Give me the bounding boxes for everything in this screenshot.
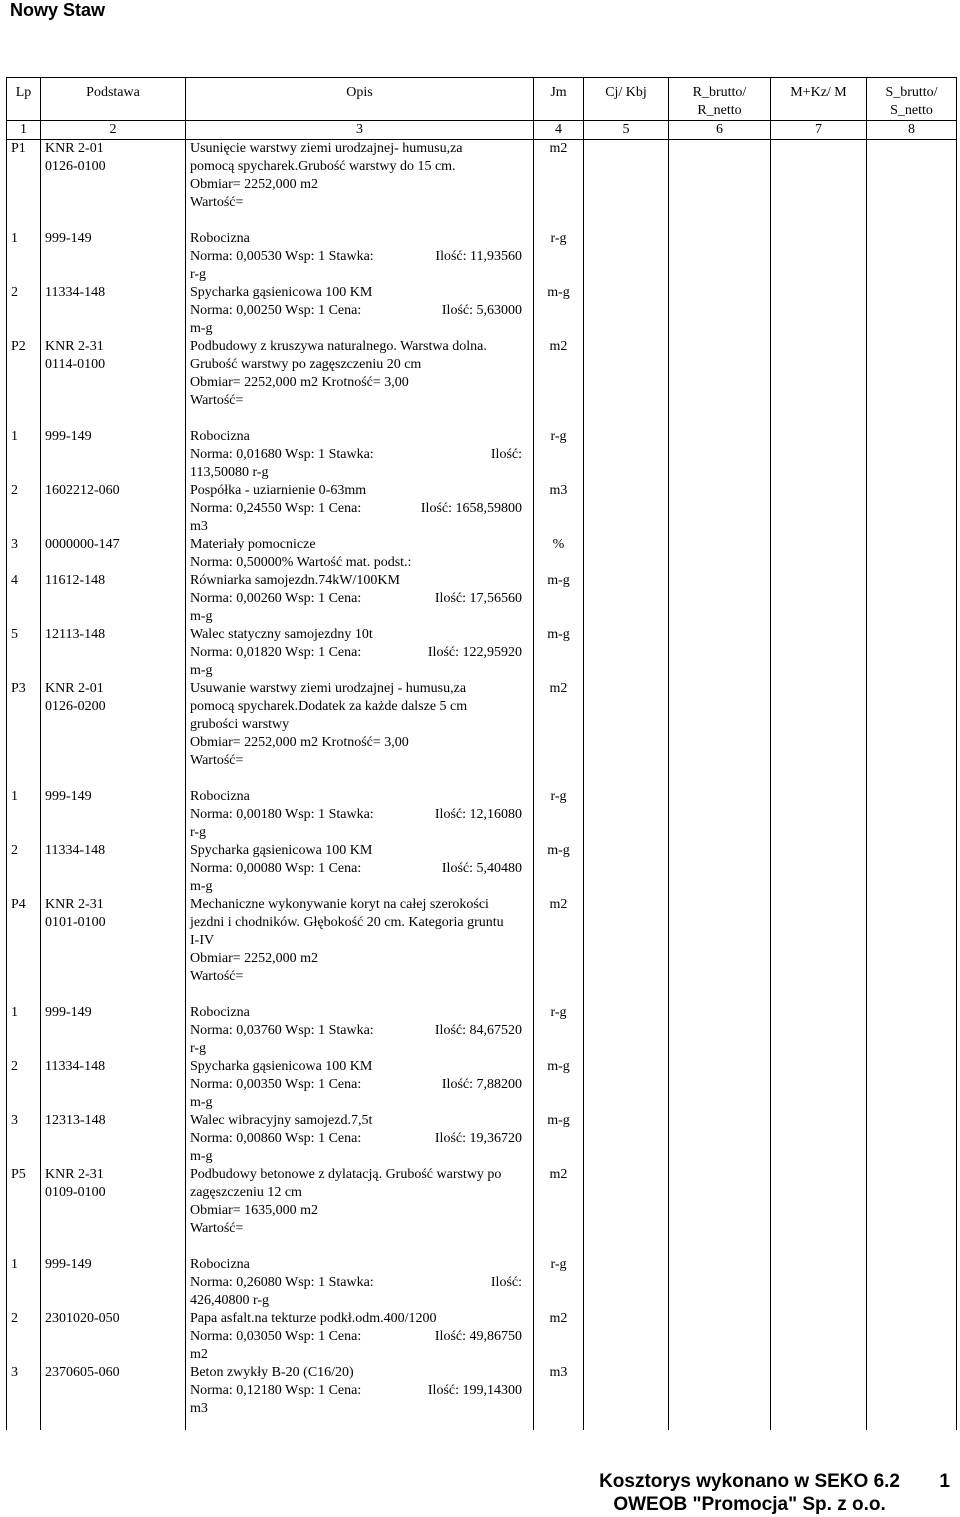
resource-row <box>7 626 957 680</box>
norma-line: Norma: 0,12180 Wsp: 1 Cena: Ilość: 199,14300 <box>190 1383 522 1398</box>
cell-opis: Walec wibracyjny samojezd.7,5t Norma: 0,00860 Wsp: 1 Cena: Ilość: 19,36720 m-g <box>186 1112 534 1166</box>
cell-jm: m3 <box>534 482 584 536</box>
cell-jm: m-g <box>534 284 584 338</box>
cell-opis: Podbudowy z kruszywa naturalnego. Warstwa dolna. Grubość warstwy po zagęszczeniu 20 cm Obmiar= 2252,000 m2 Krotność= 3,00 Wartość= <box>186 338 534 428</box>
cell-jm: r-g <box>534 1004 584 1058</box>
col-jm: Jm <box>534 78 584 121</box>
resource-row <box>7 428 957 482</box>
cell-opis: Spycharka gąsienicowa 100 KM Norma: 0,00350 Wsp: 1 Cena: Ilość: 7,88200 m-g <box>186 1058 534 1112</box>
resource-row <box>7 788 957 842</box>
cell-lp: 4 <box>7 572 41 626</box>
cell-opis: Robocizna Norma: 0,03760 Wsp: 1 Stawka: Ilość: 84,67520 r-g <box>186 1004 534 1058</box>
cell-mkz <box>771 1058 867 1112</box>
cell-r <box>669 1004 771 1058</box>
cell-r <box>669 1310 771 1364</box>
cell-r <box>669 428 771 482</box>
col-num: 2 <box>41 121 186 140</box>
cell-cj <box>584 1310 669 1364</box>
cell-podstawa: 999-149 <box>41 1004 186 1058</box>
cell-podstawa: 12313-148 <box>41 1112 186 1166</box>
norma-line: Norma: 0,00080 Wsp: 1 Cena: Ilość: 5,40480 <box>190 861 522 876</box>
cell-jm: m2 <box>534 140 584 231</box>
col-mkz: M+Kz/ M <box>771 78 867 121</box>
norma-line: Norma: 0,01820 Wsp: 1 Cena: Ilość: 122,95920 <box>190 645 522 660</box>
cell-opis: Walec statyczny samojezdny 10t Norma: 0,01820 Wsp: 1 Cena: Ilość: 122,95920 m-g <box>186 626 534 680</box>
resource-row <box>7 572 957 626</box>
cell-opis: Robocizna Norma: 0,00180 Wsp: 1 Stawka: Ilość: 12,16080 r-g <box>186 788 534 842</box>
cell-podstawa: 999-149 <box>41 428 186 482</box>
cell-mkz <box>771 1166 867 1256</box>
cell-lp: 3 <box>7 536 41 572</box>
cell-mkz <box>771 626 867 680</box>
cell-s <box>867 896 957 1004</box>
cell-lp: 1 <box>7 1004 41 1058</box>
cell-opis: Materiały pomocnicze Norma: 0,50000% Wartość mat. podst.: <box>186 536 534 572</box>
cell-cj <box>584 536 669 572</box>
cell-r <box>669 572 771 626</box>
cell-cj <box>584 1364 669 1418</box>
cell-cj <box>584 680 669 788</box>
cell-opis: Spycharka gąsienicowa 100 KM Norma: 0,00250 Wsp: 1 Cena: Ilość: 5,63000 m-g <box>186 284 534 338</box>
cell-lp: P4 <box>7 896 41 1004</box>
col-opis: Opis <box>186 78 534 121</box>
cell-r <box>669 284 771 338</box>
col-num: 4 <box>534 121 584 140</box>
cell-s <box>867 788 957 842</box>
cell-lp: 2 <box>7 1058 41 1112</box>
cell-r <box>669 1058 771 1112</box>
cell-jm: m2 <box>534 896 584 1004</box>
cell-r <box>669 230 771 284</box>
norma-line: Norma: 0,03050 Wsp: 1 Cena: Ilość: 49,86750 <box>190 1329 522 1344</box>
position-row <box>7 896 957 1004</box>
resource-row <box>7 1256 957 1310</box>
cell-s <box>867 572 957 626</box>
cell-mkz <box>771 536 867 572</box>
cell-lp: 2 <box>7 284 41 338</box>
cell-lp: P5 <box>7 1166 41 1256</box>
resource-row <box>7 1058 957 1112</box>
cell-lp: 1 <box>7 230 41 284</box>
cell-mkz <box>771 1256 867 1310</box>
cell-s <box>867 680 957 788</box>
cell-cj <box>584 140 669 231</box>
cell-podstawa: KNR 2-31 0114-0100 <box>41 338 186 428</box>
norma-line: Norma: 0,00860 Wsp: 1 Cena: Ilość: 19,36720 <box>190 1131 522 1146</box>
column-numbers-row <box>7 121 957 140</box>
position-row <box>7 680 957 788</box>
cell-jm: m-g <box>534 1058 584 1112</box>
resource-row <box>7 536 957 572</box>
cell-r <box>669 1364 771 1418</box>
col-lp: Lp <box>7 78 41 121</box>
cell-s <box>867 536 957 572</box>
col-num: 1 <box>7 121 41 140</box>
cell-podstawa: 999-149 <box>41 1256 186 1310</box>
cell-jm: r-g <box>534 1256 584 1310</box>
cell-r <box>669 1112 771 1166</box>
resource-row <box>7 284 957 338</box>
cell-mkz <box>771 896 867 1004</box>
cell-s <box>867 1058 957 1112</box>
col-s: S_brutto/ S_netto <box>867 78 957 121</box>
cell-opis: Beton zwykły B-20 (C16/20) Norma: 0,12180 Wsp: 1 Cena: Ilość: 199,14300 m3 <box>186 1364 534 1418</box>
norma-line: Norma: 0,00530 Wsp: 1 Stawka: Ilość: 11,93560 <box>190 249 522 264</box>
cell-mkz <box>771 428 867 482</box>
cell-podstawa: KNR 2-31 0109-0100 <box>41 1166 186 1256</box>
resource-row <box>7 1310 957 1364</box>
cell-r <box>669 788 771 842</box>
cell-lp: 1 <box>7 1256 41 1310</box>
cell-mkz <box>771 230 867 284</box>
page-title: Nowy Staw <box>10 0 106 20</box>
norma-line: Norma: 0,03760 Wsp: 1 Stawka: Ilość: 84,67520 <box>190 1023 522 1038</box>
norma-line: Norma: 0,01680 Wsp: 1 Stawka: Ilość: <box>190 447 522 462</box>
cell-cj <box>584 284 669 338</box>
cell-s <box>867 1310 957 1364</box>
position-row <box>7 140 957 231</box>
col-num: 5 <box>584 121 669 140</box>
page-number: 1 <box>939 1471 950 1492</box>
col-num: 7 <box>771 121 867 140</box>
norma-line: Norma: 0,24550 Wsp: 1 Cena: Ilość: 1658,59800 <box>190 501 522 516</box>
cell-mkz <box>771 338 867 428</box>
cell-jm: % <box>534 536 584 572</box>
cell-podstawa: KNR 2-01 0126-0200 <box>41 680 186 788</box>
cell-s <box>867 1256 957 1310</box>
cell-cj <box>584 1058 669 1112</box>
cell-opis: Pospółka - uziarnienie 0-63mm Norma: 0,24550 Wsp: 1 Cena: Ilość: 1658,59800 m3 <box>186 482 534 536</box>
cell-mkz <box>771 788 867 842</box>
cell-opis: Papa asfalt.na tekturze podkł.odm.400/1200 Norma: 0,03050 Wsp: 1 Cena: Ilość: 49,86750 m2 <box>186 1310 534 1364</box>
cell-s <box>867 1112 957 1166</box>
cell-r <box>669 140 771 231</box>
cell-jm: m2 <box>534 680 584 788</box>
resource-row <box>7 842 957 896</box>
cell-podstawa: 999-149 <box>41 230 186 284</box>
cell-jm: m-g <box>534 626 584 680</box>
cell-cj <box>584 788 669 842</box>
cell-lp: 2 <box>7 482 41 536</box>
cell-lp: 2 <box>7 1310 41 1364</box>
cell-cj <box>584 428 669 482</box>
cell-lp: P3 <box>7 680 41 788</box>
norma-line: Norma: 0,00350 Wsp: 1 Cena: Ilość: 7,88200 <box>190 1077 522 1092</box>
cell-jm: r-g <box>534 428 584 482</box>
cell-s <box>867 1364 957 1418</box>
cell-podstawa: 0000000-147 <box>41 536 186 572</box>
cell-cj <box>584 896 669 1004</box>
resource-row <box>7 1364 957 1418</box>
footer-software: Kosztorys wykonano w SEKO 6.2 <box>599 1471 900 1492</box>
col-num: 6 <box>669 121 771 140</box>
cell-opis: Podbudowy betonowe z dylatacją. Grubość warstwy po zagęszczeniu 12 cm Obmiar= 1635,000 m2 Wartość= <box>186 1166 534 1256</box>
col-num: 8 <box>867 121 957 140</box>
cell-jm: m2 <box>534 1166 584 1256</box>
cell-mkz <box>771 1004 867 1058</box>
cell-mkz <box>771 140 867 231</box>
table-header-row <box>7 78 957 121</box>
position-row <box>7 338 957 428</box>
cost-estimate-table <box>6 77 957 1430</box>
cell-mkz <box>771 842 867 896</box>
cell-mkz <box>771 1310 867 1364</box>
cell-cj <box>584 1166 669 1256</box>
cell-opis: Robocizna Norma: 0,26080 Wsp: 1 Stawka: Ilość: 426,40800 r-g <box>186 1256 534 1310</box>
cell-r <box>669 626 771 680</box>
table-tail <box>7 1418 957 1430</box>
cell-opis: Usunięcie warstwy ziemi urodzajnej- humusu,za pomocą spycharek.Grubość warstwy do 15 cm. Obmiar= 2252,000 m2 Wartość= <box>186 140 534 231</box>
cell-podstawa: 999-149 <box>41 788 186 842</box>
cell-jm: m-g <box>534 1112 584 1166</box>
cell-s <box>867 1004 957 1058</box>
cell-lp: 3 <box>7 1112 41 1166</box>
cell-opis: Robocizna Norma: 0,00530 Wsp: 1 Stawka: Ilość: 11,93560 r-g <box>186 230 534 284</box>
cell-mkz <box>771 1112 867 1166</box>
cell-s <box>867 482 957 536</box>
col-num: 3 <box>186 121 534 140</box>
cell-jm: r-g <box>534 788 584 842</box>
cell-s <box>867 1166 957 1256</box>
cell-r <box>669 536 771 572</box>
cell-mkz <box>771 1364 867 1418</box>
cell-lp: P1 <box>7 140 41 231</box>
cell-lp: 5 <box>7 626 41 680</box>
cell-lp: P2 <box>7 338 41 428</box>
cell-r <box>669 338 771 428</box>
norma-line: Norma: 0,00260 Wsp: 1 Cena: Ilość: 17,56560 <box>190 591 522 606</box>
cell-mkz <box>771 482 867 536</box>
cell-r <box>669 680 771 788</box>
cell-r <box>669 842 771 896</box>
resource-row <box>7 1004 957 1058</box>
cell-mkz <box>771 680 867 788</box>
cell-podstawa: 12113-148 <box>41 626 186 680</box>
cell-s <box>867 626 957 680</box>
cell-cj <box>584 572 669 626</box>
cell-mkz <box>771 572 867 626</box>
cell-r <box>669 482 771 536</box>
cell-opis: Równiarka samojezdn.74kW/100KM Norma: 0,00260 Wsp: 1 Cena: Ilość: 17,56560 m-g <box>186 572 534 626</box>
position-row <box>7 1166 957 1256</box>
resource-row <box>7 482 957 536</box>
cell-cj <box>584 842 669 896</box>
col-r: R_brutto/ R_netto <box>669 78 771 121</box>
cell-lp: 1 <box>7 788 41 842</box>
cell-jm: m2 <box>534 1310 584 1364</box>
cell-jm: m-g <box>534 572 584 626</box>
cell-s <box>867 284 957 338</box>
cell-s <box>867 230 957 284</box>
cell-jm: m3 <box>534 1364 584 1418</box>
cell-podstawa: KNR 2-31 0101-0100 <box>41 896 186 1004</box>
cell-s <box>867 140 957 231</box>
cell-s <box>867 842 957 896</box>
cell-cj <box>584 1256 669 1310</box>
cell-cj <box>584 338 669 428</box>
cell-jm: r-g <box>534 230 584 284</box>
col-cj: Cj/ Kbj <box>584 78 669 121</box>
cell-opis: Mechaniczne wykonywanie koryt na całej szerokości jezdni i chodników. Głębokość 20 cm. Kategoria gruntu I-IV Obmiar= 2252,000 m2 Wartość= <box>186 896 534 1004</box>
resource-row <box>7 230 957 284</box>
cell-r <box>669 1256 771 1310</box>
col-podstawa: Podstawa <box>41 78 186 121</box>
cell-podstawa: 11612-148 <box>41 572 186 626</box>
cell-cj <box>584 482 669 536</box>
cell-cj <box>584 626 669 680</box>
cell-mkz <box>771 284 867 338</box>
cell-lp: 2 <box>7 842 41 896</box>
cell-lp: 3 <box>7 1364 41 1418</box>
norma-line: Norma: 0,00180 Wsp: 1 Stawka: Ilość: 12,16080 <box>190 807 522 822</box>
cell-opis: Usuwanie warstwy ziemi urodzajnej - humusu,za pomocą spycharek.Dodatek za każde dalsze 5 cm grubości warstwy Obmiar= 2252,000 m2 Krotność= 3,00 Wartość= <box>186 680 534 788</box>
norma-line: Norma: 0,26080 Wsp: 1 Stawka: Ilość: <box>190 1275 522 1290</box>
cell-podstawa: 1602212-060 <box>41 482 186 536</box>
resource-row <box>7 1112 957 1166</box>
cell-opis: Robocizna Norma: 0,01680 Wsp: 1 Stawka: Ilość: 113,50080 r-g <box>186 428 534 482</box>
cell-podstawa: 11334-148 <box>41 842 186 896</box>
cell-podstawa: 11334-148 <box>41 284 186 338</box>
footer-company: OWEOB "Promocja" Sp. z o.o. <box>613 1494 886 1515</box>
cell-s <box>867 428 957 482</box>
cell-cj <box>584 230 669 284</box>
cell-cj <box>584 1004 669 1058</box>
cell-jm: m-g <box>534 842 584 896</box>
cell-jm: m2 <box>534 338 584 428</box>
cell-r <box>669 1166 771 1256</box>
cell-podstawa: KNR 2-01 0126-0100 <box>41 140 186 231</box>
cell-cj <box>584 1112 669 1166</box>
cell-s <box>867 338 957 428</box>
cell-podstawa: 11334-148 <box>41 1058 186 1112</box>
cell-opis: Spycharka gąsienicowa 100 KM Norma: 0,00080 Wsp: 1 Cena: Ilość: 5,40480 m-g <box>186 842 534 896</box>
cell-podstawa: 2370605-060 <box>41 1364 186 1418</box>
norma-line: Norma: 0,00250 Wsp: 1 Cena: Ilość: 5,63000 <box>190 303 522 318</box>
cell-r <box>669 896 771 1004</box>
footer <box>599 1470 900 1516</box>
cell-podstawa: 2301020-050 <box>41 1310 186 1364</box>
cell-lp: 1 <box>7 428 41 482</box>
